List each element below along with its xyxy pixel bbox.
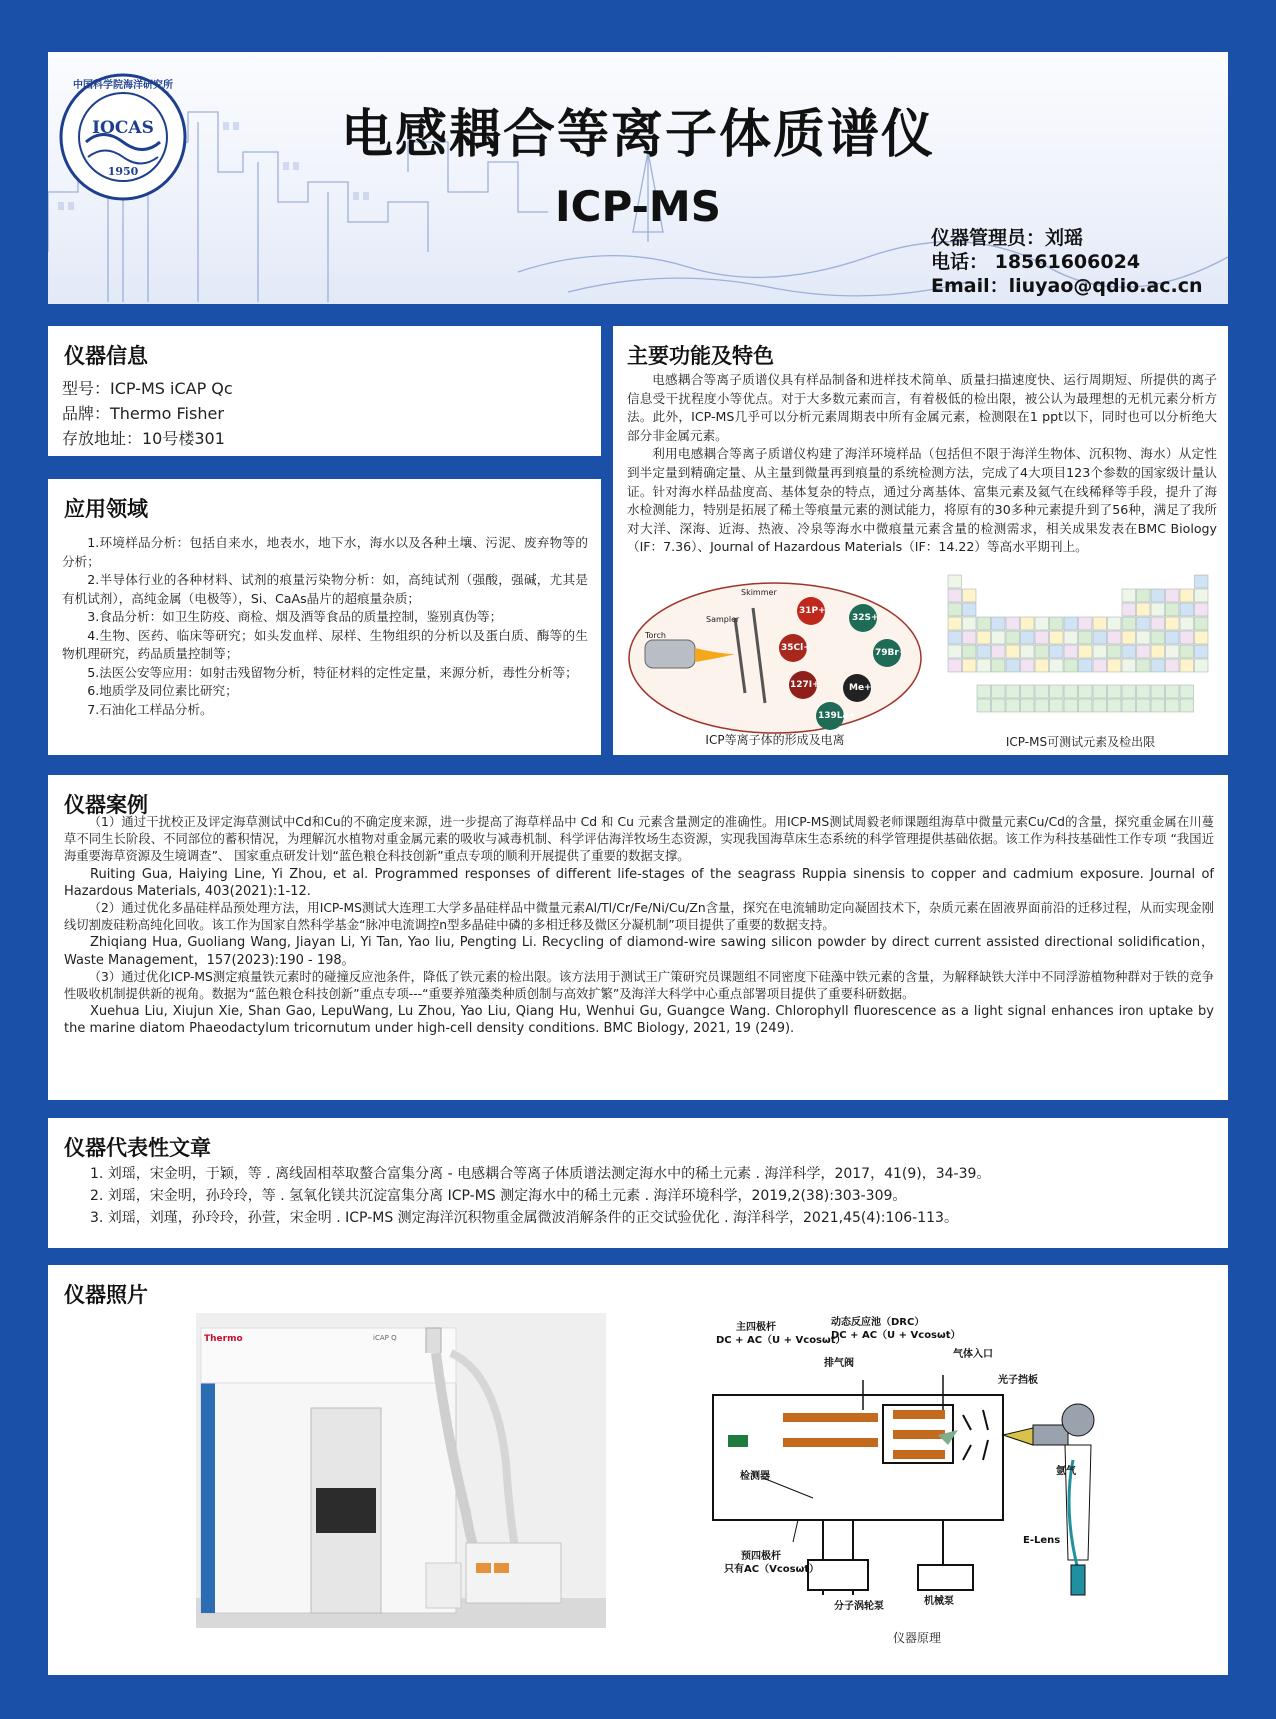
element-cell (1180, 685, 1194, 698)
element-cell (1006, 617, 1020, 630)
diagram-label: 主四极杆 (736, 1322, 776, 1333)
element-cell (992, 645, 1006, 658)
instrument-photo (196, 1313, 606, 1628)
list-item: 5.法医公安等应用：如射击残留物分析，特征材料的定性定量，来源分析，毒性分析等； (87, 664, 578, 680)
element-cell (1137, 699, 1151, 712)
diagram-label: 排气阀 (824, 1358, 854, 1369)
diagram-label: 预四极杆 (741, 1551, 781, 1562)
list-item: 2.半导体行业的各种材料、试剂的痕量污染物分析：如，高纯试剂（强酸，强碱，尤其是有机试剂），高纯金属（电极等），Si、CaAs晶片的超痕量杂质； (62, 572, 588, 606)
element-cell (1137, 631, 1151, 644)
element-cell (1151, 699, 1165, 712)
element-cell (963, 631, 977, 644)
logo-ring-text: 中国科学院海洋研究所 (73, 80, 173, 91)
diagram-label: 分子涡轮泵 (834, 1601, 884, 1612)
info-model: 型号：ICP-MS iCAP Qc (62, 379, 233, 398)
cases-text (64, 814, 1214, 1038)
page-title: 电感耦合等离子体质谱仪 (340, 105, 935, 165)
paragraph: 利用电感耦合等离子质谱仪构建了海洋环境样品（包括但不限于海洋生物体、沉积物、海水）从定性到半定量到精确定量、从主量到微量再到痕量的系统检测方法，完成了4大项目123个参数的国家级计量认证。针对海水样品盐度高、基体复杂的特点，通过分离基体、富集元素及氦气在线稀释等手段，提升了海水检测能力，特别是拓展了稀土等痕量元素的测试能力，将原有的30多种元素提升到了56种，满足了我所对大洋、深海、近海、热液、冷泉等海水中微痕量元素含量的检测需求，相关成果发表在BMC Biology（IF：7.36）、Journal of Hazardous Materials（IF：14.22）等高水平期刊上。 (627, 446, 1217, 555)
element-cell (1180, 699, 1194, 712)
element-cell (1064, 631, 1078, 644)
element-cell (1151, 603, 1165, 616)
element-cell (1035, 617, 1049, 630)
element-cell (1166, 685, 1180, 698)
element-cell (1093, 659, 1107, 672)
diagram-label: DC + AC（U + Vcosωt） (831, 1330, 961, 1341)
element-cell (1035, 631, 1049, 644)
info-location: 存放地址：10号楼301 (62, 429, 225, 448)
label-skimmer: Skimmer (741, 588, 777, 597)
element-cell (1064, 699, 1078, 712)
list-item: 4.生物、医药、临床等研究；如头发血样、尿样、生物组织的分析以及蛋白质、酶等的生物机理研究，药品质量控制等； (62, 627, 588, 661)
element-cell (1180, 659, 1194, 672)
element-cell (1137, 645, 1151, 658)
element-cell (1166, 631, 1180, 644)
ion-label: 35Cl+ (781, 643, 811, 653)
element-cell (1050, 659, 1064, 672)
applications-panel (48, 479, 601, 755)
cases-panel (48, 775, 1228, 1100)
element-cell (963, 589, 977, 602)
element-cell (992, 631, 1006, 644)
element-cell (992, 659, 1006, 672)
element-cell (1021, 617, 1035, 630)
list-item: 7.石油化工样品分析。 (87, 701, 213, 717)
element-cell (1180, 617, 1194, 630)
ion-label: 32S+ (852, 613, 879, 623)
element-cell (1122, 699, 1136, 712)
list-item: 6.地质学及同位素比研究； (87, 683, 238, 698)
element-cell (1122, 589, 1136, 602)
element-cell (977, 699, 991, 712)
element-cell (1166, 603, 1180, 616)
element-cell (1093, 617, 1107, 630)
element-cell (948, 631, 962, 644)
element-cell (1166, 589, 1180, 602)
info-list (62, 376, 233, 451)
element-cell (1137, 603, 1151, 616)
figure-caption: ICP等离子体的形成及电离 (705, 733, 845, 747)
element-cell (1151, 589, 1165, 602)
section-title: 主要功能及特色 (627, 344, 774, 368)
figure-caption: 仪器原理 (893, 1631, 942, 1645)
instrument-brand-label: Thermo (204, 1334, 243, 1344)
diagram-label: 动态反应池（DRC） (831, 1317, 925, 1328)
element-cell (963, 603, 977, 616)
diagram-label: 检测器 (740, 1471, 770, 1482)
contact-block (931, 226, 1203, 298)
element-cell (1195, 617, 1209, 630)
element-cell (1021, 645, 1035, 658)
element-cell (963, 617, 977, 630)
list-item: 1.环境样品分析：包括自来水，地表水，地下水，海水以及各种土壤、污泥、废弃物等的分析； (62, 535, 588, 569)
publications-panel (48, 1118, 1228, 1248)
paragraph: Xuehua Liu, Xiujun Xie, Shan Gao, LepuWang, Lu Zhou, Yao Liu, Qiang Hu, Wenhui Gu, Guangce Wang. Chlorophyll fluorescence as a light signal enhances iron uptake by the marine diatom Phaeodactylum tricornutum under high-cell density conditions. BMC Biology, 2021, 19 (249). (64, 1004, 1214, 1037)
element-cell (1021, 699, 1035, 712)
element-cell (992, 617, 1006, 630)
element-cell (1064, 659, 1078, 672)
manager-name: 仪器管理员：刘瑶 (931, 227, 1084, 249)
element-cell (1195, 631, 1209, 644)
element-cell (1064, 645, 1078, 658)
element-cell (977, 631, 991, 644)
logo-year: 1950 (107, 165, 139, 178)
element-cell (1180, 603, 1194, 616)
paragraph: 电感耦合等离子质谱仪具有样品制备和进样技术简单、质量扫描速度快、运行周期短、所提供的离子信息受干扰程度小等优点。对于大多数元素而言，有着极低的检出限，被公认为最理想的无机元素分析方法。此外，ICP-MS几乎可以分析元素周期表中所有金属元素，检测限在1 ppt以下，同时也可以分析绝大部分非金属元素。 (627, 372, 1217, 443)
figure-caption: ICP-MS可测试元素及检出限 (1005, 735, 1156, 749)
diagram-label: DC + AC（U + Vcosωt） (716, 1335, 846, 1346)
element-cell (1021, 659, 1035, 672)
element-cell (1151, 685, 1165, 698)
element-cell (948, 659, 962, 672)
diagram-label: 气体入口 (953, 1349, 993, 1360)
element-cell (1064, 617, 1078, 630)
section-title: 仪器案例 (64, 793, 148, 817)
element-cell (1180, 589, 1194, 602)
element-cell (963, 645, 977, 658)
element-cell (1108, 699, 1122, 712)
element-cell (1166, 699, 1180, 712)
element-cell (1137, 589, 1151, 602)
element-cell (1079, 645, 1093, 658)
element-cell (1006, 699, 1020, 712)
element-cell (1166, 617, 1180, 630)
element-cell (1180, 645, 1194, 658)
element-cell (1137, 659, 1151, 672)
logo-text: IOCAS (92, 118, 154, 138)
element-cell (948, 603, 962, 616)
element-cell (1079, 631, 1093, 644)
element-cell (1093, 699, 1107, 712)
paragraph: （2）通过优化多晶硅样品预处理方法，用ICP-MS测试大连理工大学多晶硅样品中微量元素Al/Tl/Cr/Fe/Ni/Cu/Zn含量，探究在电流辅助定向凝固技术下，杂质元素在固液界面前沿的迁移过程，从而实现金刚线切割废硅粉高纯化回收。该工作为国家自然科学基金“脉冲电流调控n型多晶硅中磷的多相迁移及微区分凝机制”项目提供了重要的数据支持。 (64, 901, 1214, 933)
paragraph: （3）通过优化ICP-MS测定痕量铁元素时的碰撞反应池条件，降低了铁元素的检出限。该方法用于测试王广策研究员课题组不同密度下硅藻中铁元素的含量，为解释缺铁大洋中不同浮游植物种群对于铁的竞争性吸收机制提供新的视角。数据为“蓝色粮仓科技创新”重点专项---“重要养殖藻类种质创制与高效扩繁”及海洋大科学中心重点部署项目提供了重要科研数据。 (64, 969, 1214, 1002)
manager-phone: 电话： 18561606024 (931, 251, 1141, 273)
element-cell (1195, 575, 1209, 588)
element-cell (1035, 685, 1049, 698)
label-torch: Torch (645, 631, 667, 640)
list-item: 2. 刘瑶，宋金明，孙玲玲，等 . 氢氧化镁共沉淀富集分离 ICP-MS 测定海水中的稀土元素 . 海洋环境科学，2019,2(38):303-309。 (90, 1188, 907, 1204)
manager-email[interactable]: Email：liuyao@qdio.ac.cn (931, 275, 1203, 297)
element-cell (1108, 645, 1122, 658)
diagram-label: 光子挡板 (998, 1375, 1038, 1386)
label-sampler: Sampler (706, 615, 740, 624)
paragraph: （1）通过干扰校正及评定海草测试中Cd和Cu的不确定度来源，进一步提高了海草样品中 Cd 和 Cu 元素含量测定的准确性。用ICP-MS测试周毅老师课题组海草中微量元素Cu/Cd的含量，探究重金属在川蔓草不同生长阶段、不同部位的蓄积情况，为理解沉水植物对重金属元素的吸收与减毒机制、科学评估海洋牧场生态资源，实现我国海草床生态系统的科学管理提供基础依据。该工作为科技基础性工作专项 “我国近海重要海草资源及生境调查”、 国家重点研发计划“蓝色粮仓科技创新”重点专项的顺利开展提供了重要的数据支撑。 (64, 815, 1214, 864)
element-cell (948, 575, 962, 588)
applications-list (62, 534, 588, 719)
instrument-model-label: iCAP Q (373, 1334, 397, 1342)
element-cell (1137, 685, 1151, 698)
paragraph: Ruiting Gua, Haiying Line, Yi Zhou, et al. Programmed responses of different life-stages of the seagrass Ruppia sinensis to copper and cadmium exposure. Journal of Hazardous Materials, 403(2021):1-12. (64, 866, 1214, 899)
section-title: 仪器代表性文章 (64, 1136, 211, 1160)
element-cell (1166, 645, 1180, 658)
element-cell (1079, 659, 1093, 672)
element-cell (992, 685, 1006, 698)
ion-label: 139La+ (818, 711, 857, 721)
periodic-table-figure (943, 570, 1218, 730)
list-item: 3. 刘瑶，刘瑾，孙玲玲，孙萱，宋金明 . ICP-MS 测定海洋沉积物重金属微波消解条件的正交试验优化 . 海洋科学，2021,45(4):106-113。 (90, 1210, 958, 1226)
ion-label: 31P+ (799, 606, 826, 616)
element-cell (1195, 645, 1209, 658)
element-cell (1108, 659, 1122, 672)
instrument-info-panel (48, 326, 601, 456)
ion-label: Me+ (849, 683, 872, 693)
element-cell (977, 645, 991, 658)
page-subtitle: ICP-MS (555, 182, 721, 231)
list-item: 3.食品分析：如卫生防疫、商检、烟及酒等食品的质量控制，鉴别真伪等； (87, 609, 503, 624)
element-cell (1151, 631, 1165, 644)
diagram-label: 只有AC（Vcosωt） (724, 1564, 820, 1575)
header-banner (48, 52, 1228, 304)
element-cell (977, 659, 991, 672)
element-cell (1064, 685, 1078, 698)
diagram-label: 机械泵 (924, 1596, 954, 1607)
element-cell (1035, 645, 1049, 658)
element-cell (1050, 699, 1064, 712)
element-cell (1006, 645, 1020, 658)
features-panel (613, 326, 1228, 755)
element-cell (1093, 645, 1107, 658)
element-cell (1195, 603, 1209, 616)
element-cell (1108, 631, 1122, 644)
info-brand: 品牌：Thermo Fisher (62, 404, 224, 423)
element-cell (1195, 659, 1209, 672)
element-cell (948, 589, 962, 602)
element-cell (1137, 617, 1151, 630)
element-cell (1021, 631, 1035, 644)
element-cell (948, 645, 962, 658)
element-cell (1050, 631, 1064, 644)
element-cell (1151, 659, 1165, 672)
element-cell (1050, 645, 1064, 658)
element-cell (1180, 631, 1194, 644)
ion-label: 127I+ (790, 680, 820, 690)
element-cell (1035, 659, 1049, 672)
element-cell (1122, 617, 1136, 630)
element-cell (1006, 685, 1020, 698)
element-cell (1195, 589, 1209, 602)
element-cell (977, 617, 991, 630)
diagram-label: 氩气 (1056, 1466, 1076, 1477)
element-cell (1079, 617, 1093, 630)
features-text (627, 371, 1217, 557)
element-cell (1050, 685, 1064, 698)
element-cell (1151, 645, 1165, 658)
element-cell (1122, 631, 1136, 644)
element-cell (948, 617, 962, 630)
element-cell (1166, 659, 1180, 672)
element-cell (1122, 685, 1136, 698)
element-cell (1108, 685, 1122, 698)
element-cell (1079, 699, 1093, 712)
publication-list (90, 1163, 990, 1229)
element-cell (1122, 603, 1136, 616)
section-title: 应用领域 (64, 497, 148, 521)
element-cell (1108, 617, 1122, 630)
element-cell (1122, 659, 1136, 672)
plasma-ionization-figure (625, 578, 925, 743)
paragraph: Zhiqiang Hua, Guoliang Wang, Jiayan Li, Yi Tan, Yao liu, Pengting Li. Recycling of diamond-wire sawing silicon powder by direct current assisted directional solidification，Waste Management，157(2023):190 - 198。 (64, 935, 1214, 968)
element-cell (1079, 685, 1093, 698)
element-cell (1035, 699, 1049, 712)
element-cell (1093, 631, 1107, 644)
diagram-label: E-Lens (1023, 1535, 1061, 1546)
element-cell (1050, 617, 1064, 630)
element-cell (1006, 659, 1020, 672)
element-cell (963, 659, 977, 672)
element-cell (1151, 617, 1165, 630)
element-cell (992, 699, 1006, 712)
section-title: 仪器照片 (64, 1283, 148, 1307)
element-cell (1122, 645, 1136, 658)
element-cell (977, 685, 991, 698)
element-cell (1021, 685, 1035, 698)
photos-panel (48, 1265, 1228, 1675)
list-item: 1. 刘瑶，宋金明，于颖，等 . 离线固相萃取螯合富集分离 - 电感耦合等离子体质谱法测定海水中的稀土元素 . 海洋科学，2017，41(9)，34-39。 (90, 1166, 991, 1182)
ion-label: 79Br+ (875, 648, 907, 658)
section-title: 仪器信息 (64, 344, 148, 368)
element-cell (1093, 685, 1107, 698)
element-cell (1006, 631, 1020, 644)
